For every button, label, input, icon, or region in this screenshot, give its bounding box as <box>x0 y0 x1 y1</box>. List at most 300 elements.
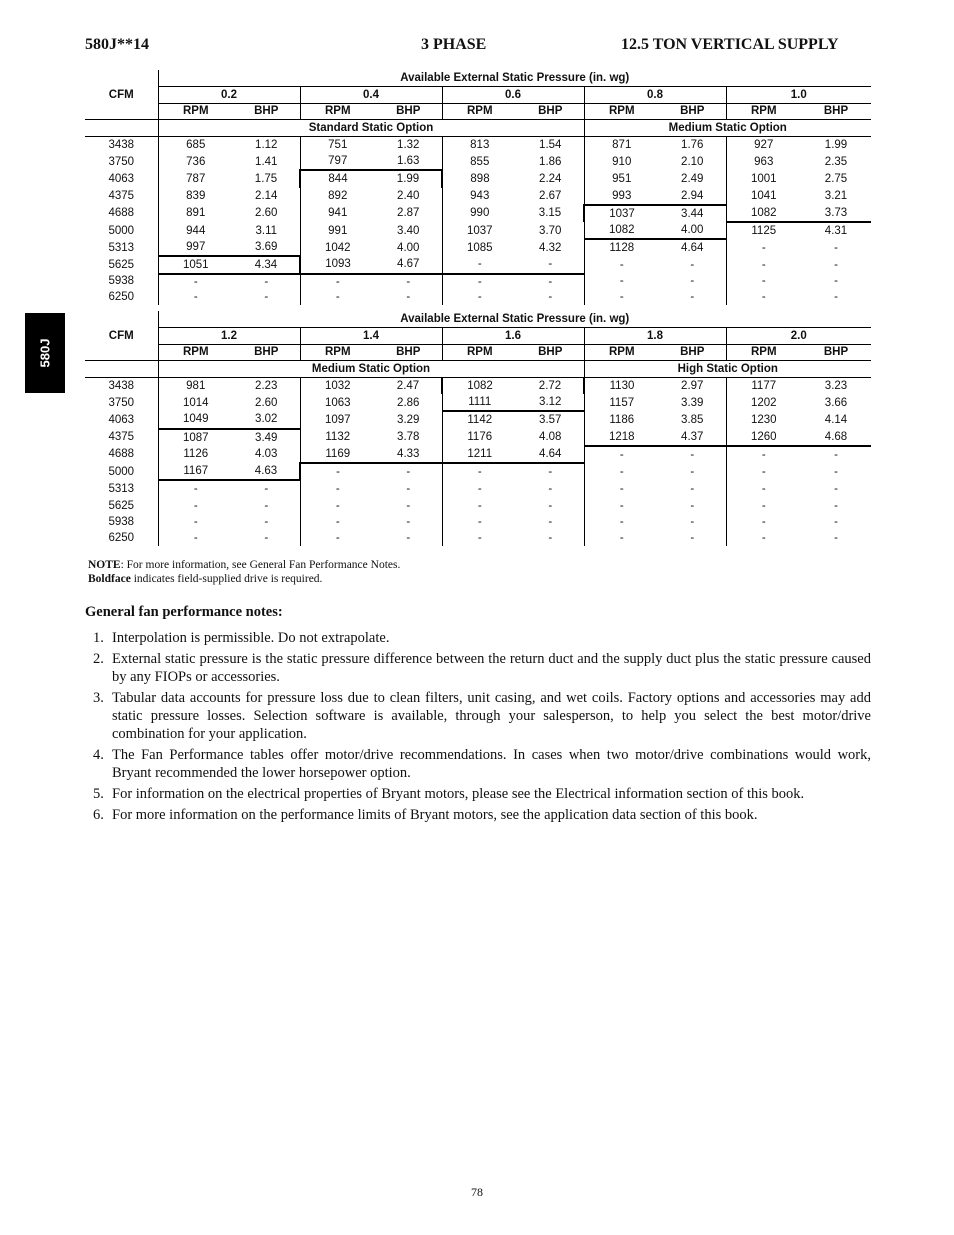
table-row <box>85 515 871 531</box>
bhp-value: - <box>517 463 584 480</box>
bhp-value: 4.34 <box>233 256 300 273</box>
option-label: Medium Static Option <box>584 120 871 137</box>
table-row <box>85 136 871 153</box>
rpm-value: 993 <box>584 188 659 205</box>
cfm-value: 3750 <box>85 153 158 170</box>
table-row <box>85 377 871 394</box>
rpm-value: - <box>193 290 198 303</box>
rpm-value: 1082 <box>442 377 517 394</box>
rpm-value: 941 <box>328 207 348 220</box>
rpm-value: 1169 <box>300 446 375 463</box>
rpm-value: 1087 <box>182 431 209 444</box>
note-label: NOTE <box>88 559 121 571</box>
bhp-value: - <box>659 530 726 546</box>
cfm-spacer <box>85 120 158 137</box>
rpm-value: - <box>193 483 198 496</box>
pressure-header: 1.2 <box>158 328 300 345</box>
bhp-value: - <box>659 480 726 497</box>
rpm-value: 839 <box>186 190 206 203</box>
page-header <box>85 36 871 56</box>
rpm-value: 871 <box>612 138 632 151</box>
cfm-value: 4688 <box>85 205 158 222</box>
rpm-value: - <box>619 465 624 478</box>
list-item: 4. The Fan Performance tables offer motor/drive recommendations. In cases when two motor/drive combinations would work, Bryant recommended the lower horsepower option. <box>93 747 871 781</box>
rpm-value: 951 <box>612 172 632 185</box>
rpm-value: 685 <box>186 138 206 151</box>
cfm-value: 4375 <box>85 188 158 205</box>
rpm-value: 1063 <box>324 396 351 409</box>
rpm-value: - <box>761 258 766 271</box>
list-item: 6. For more information on the performance limits of Bryant motors, see the application data section of this book. <box>93 807 758 823</box>
rpm-value: 963 <box>754 155 774 168</box>
rpm-value: - <box>335 499 340 512</box>
general-notes-list <box>85 629 871 827</box>
pressure-span-header: Available External Static Pressure (in. wg) <box>158 311 871 328</box>
bhp-value: - <box>233 497 300 514</box>
rpm-value: 1032 <box>324 379 351 392</box>
bhp-header: BHP <box>659 103 726 120</box>
pressure-header: 1.8 <box>584 328 726 345</box>
bhp-value: 2.47 <box>375 377 442 394</box>
fan-performance-table-1 <box>85 70 871 305</box>
rpm-header: RPM <box>442 103 517 120</box>
fan-performance-table-2 <box>85 311 871 546</box>
rpm-value: 1157 <box>609 396 635 409</box>
bhp-value: - <box>233 480 300 497</box>
bhp-value: 3.15 <box>517 205 584 222</box>
bhp-value: - <box>233 289 300 305</box>
rpm-value: 813 <box>470 138 490 151</box>
bhp-value: - <box>834 241 838 254</box>
bhp-value: 4.14 <box>824 413 848 426</box>
rpm-value: 787 <box>186 172 206 185</box>
rpm-value: - <box>193 531 198 544</box>
rpm-value: - <box>477 482 482 495</box>
table-row <box>85 274 871 290</box>
cfm-value: 5313 <box>85 480 158 497</box>
rpm-value: 1042 <box>324 241 351 254</box>
cfm-header: CFM <box>85 311 158 361</box>
bhp-value: - <box>834 258 838 271</box>
bhp-value: - <box>834 465 838 478</box>
bhp-value: 3.49 <box>233 429 300 446</box>
bhp-value: 2.35 <box>824 155 848 168</box>
rpm-value: 1218 <box>584 429 659 446</box>
bhp-value: 4.03 <box>233 446 300 463</box>
bhp-value: - <box>375 289 442 305</box>
rpm-value: 1230 <box>750 413 777 426</box>
bhp-value: - <box>517 480 584 497</box>
bhp-value: - <box>233 274 300 290</box>
rpm-value: - <box>336 466 340 479</box>
page-number: 78 <box>471 1185 483 1199</box>
rpm-value: - <box>193 275 198 288</box>
rpm-value: 1037 <box>584 205 659 222</box>
table-row <box>85 411 871 428</box>
list-item: 3. Tabular data accounts for pressure loss due to clean filters, unit casing, and wet coils. Factory options and accessories may add static pressure losses. Selection software is available, through your salesperson, to help you select the best motor/drive combination for your application. <box>93 690 871 742</box>
bhp-header: BHP <box>233 103 300 120</box>
bhp-value: 3.12 <box>517 394 584 411</box>
rpm-value: 1082 <box>584 222 659 239</box>
bhp-value: 2.72 <box>517 377 584 394</box>
rpm-value: - <box>477 499 482 512</box>
table-row <box>85 170 871 187</box>
bhp-value: - <box>375 274 442 290</box>
bhp-value: - <box>375 515 442 531</box>
rpm-value: - <box>335 531 340 544</box>
bhp-value: - <box>375 480 442 497</box>
bhp-value: - <box>517 289 584 305</box>
cfm-value: 4375 <box>85 429 158 446</box>
section-tab-label: 580J <box>37 338 53 368</box>
bhp-value: - <box>659 446 726 463</box>
bhp-header: BHP <box>233 344 300 361</box>
cfm-value: 6250 <box>85 530 158 546</box>
list-item-text: For information on the electrical properties of Bryant motors, please see the Electrical information section of this book. <box>112 786 805 802</box>
rpm-value: 1111 <box>442 394 517 411</box>
cfm-value: 5625 <box>85 256 158 273</box>
rpm-header: RPM <box>300 103 375 120</box>
pressure-header: 2.0 <box>790 329 807 342</box>
table-row <box>85 463 871 480</box>
rpm-value: 991 <box>328 224 348 237</box>
pressure-header: 1.6 <box>442 328 584 345</box>
cfm-value: 4688 <box>85 446 158 463</box>
rpm-value: - <box>477 466 482 479</box>
bhp-value: 4.63 <box>233 463 300 480</box>
general-notes-title: General fan performance notes: <box>85 604 283 620</box>
rpm-value: 1125 <box>751 225 777 238</box>
rpm-value: - <box>761 448 766 461</box>
rpm-value: - <box>761 241 766 254</box>
rpm-value: - <box>193 499 198 512</box>
bhp-value: 3.44 <box>659 205 726 222</box>
bhp-value: 3.78 <box>375 429 442 446</box>
model-number: 580J**14 <box>85 36 149 53</box>
bhp-value: 4.68 <box>801 429 871 446</box>
rpm-value: - <box>761 531 766 544</box>
bhp-value: - <box>659 256 726 273</box>
note-line <box>88 558 400 572</box>
rpm-value: 1260 <box>726 429 801 446</box>
bhp-value: 2.60 <box>233 394 300 411</box>
rpm-value: 1097 <box>324 413 351 426</box>
bhp-value: 4.67 <box>375 256 442 273</box>
table-row <box>85 239 871 256</box>
bhp-value: - <box>375 463 442 480</box>
bhp-header: BHP <box>801 103 871 120</box>
rpm-value: 944 <box>186 224 206 237</box>
pressure-header: 0.4 <box>300 87 442 104</box>
bhp-header: BHP <box>517 344 584 361</box>
cfm-value: 5000 <box>85 222 158 239</box>
table-row <box>85 205 871 222</box>
bhp-value: 2.75 <box>824 172 848 185</box>
table-body <box>85 136 871 305</box>
table-body <box>85 377 871 546</box>
rpm-value: 1126 <box>183 448 209 461</box>
list-item-text: For more information on the performance limits of Bryant motors, see the application data section of this book. <box>112 807 758 823</box>
rpm-value: 1014 <box>182 396 209 409</box>
rpm-value: 844 <box>300 170 375 187</box>
bhp-value: 4.08 <box>517 429 584 446</box>
boldface-label: Boldface <box>88 573 131 585</box>
bhp-value: - <box>659 463 726 480</box>
boldface-line <box>88 572 400 586</box>
rpm-header: RPM <box>726 344 801 361</box>
bhp-value: 2.60 <box>233 205 300 222</box>
bhp-value: - <box>517 274 584 290</box>
rpm-value: - <box>335 275 340 288</box>
rpm-value: 1001 <box>750 172 777 185</box>
rpm-value: - <box>619 275 624 288</box>
bhp-value: - <box>375 497 442 514</box>
bhp-value: - <box>834 482 838 495</box>
rpm-value: 943 <box>470 190 490 203</box>
phase-label: 3 PHASE <box>421 36 487 53</box>
rpm-value: 1142 <box>467 414 493 427</box>
rpm-value: - <box>761 499 766 512</box>
rpm-value: 1167 <box>158 463 233 480</box>
rpm-value: 1037 <box>466 224 493 237</box>
bhp-value: 2.86 <box>375 394 442 411</box>
rpm-value: - <box>761 275 766 288</box>
rpm-value: - <box>477 290 482 303</box>
pressure-header: 1.4 <box>300 328 442 345</box>
bhp-value: 3.66 <box>824 396 848 409</box>
bhp-value: - <box>659 515 726 531</box>
bhp-value: - <box>834 531 838 544</box>
bhp-value: - <box>517 515 584 531</box>
bhp-value: - <box>834 448 838 461</box>
rpm-value: - <box>619 516 624 529</box>
bhp-value: 3.85 <box>659 411 726 428</box>
bhp-header: BHP <box>375 344 442 361</box>
cfm-header: CFM <box>85 70 158 120</box>
rpm-value: 1130 <box>609 379 635 392</box>
rpm-header: RPM <box>300 344 375 361</box>
bhp-value: 3.23 <box>824 379 848 392</box>
unit-title: 12.5 TON VERTICAL SUPPLY <box>621 36 839 53</box>
pressure-header: 0.6 <box>442 87 584 104</box>
rpm-value: - <box>335 482 340 495</box>
bhp-value: 1.12 <box>233 136 300 153</box>
cfm-value: 6250 <box>85 289 158 305</box>
rpm-value: - <box>761 465 766 478</box>
bhp-header: BHP <box>517 103 584 120</box>
table-row <box>85 446 871 463</box>
table-row <box>85 394 871 411</box>
bhp-value: 1.63 <box>375 153 442 170</box>
cfm-value: 5000 <box>85 463 158 480</box>
bhp-value: - <box>834 499 838 512</box>
table-row <box>85 497 871 514</box>
rpm-value: 797 <box>300 153 375 170</box>
rpm-value: - <box>477 275 482 288</box>
bhp-value: 2.67 <box>517 188 584 205</box>
rpm-value: 997 <box>158 239 233 256</box>
bhp-value: 4.31 <box>824 225 848 238</box>
option-label: Medium Static Option <box>158 361 584 378</box>
bhp-value: 3.21 <box>824 190 848 203</box>
rpm-value: 990 <box>470 207 490 220</box>
list-item-text: The Fan Performance tables offer motor/drive recommendations. In cases when two motor/drive combinations would work, Bryant recommended the lower horsepower option. <box>112 747 871 781</box>
cfm-value: 5938 <box>85 515 158 531</box>
bhp-value: 1.32 <box>375 136 442 153</box>
bhp-header: BHP <box>375 103 442 120</box>
bhp-value: 2.10 <box>659 153 726 170</box>
bhp-value: 2.87 <box>375 205 442 222</box>
rpm-value: 736 <box>186 155 206 168</box>
bhp-value: 1.86 <box>517 153 584 170</box>
rpm-value: 1176 <box>467 431 493 444</box>
rpm-header: RPM <box>158 103 233 120</box>
rpm-value: 1128 <box>609 242 635 255</box>
pressure-header: 0.2 <box>158 87 300 104</box>
bhp-value: 1.75 <box>233 170 300 187</box>
rpm-value: 1186 <box>609 413 635 426</box>
cfm-value: 5938 <box>85 274 158 290</box>
pressure-header: 0.8 <box>584 87 726 104</box>
bhp-value: 2.49 <box>659 170 726 187</box>
bhp-value: 2.97 <box>659 377 726 394</box>
rpm-value: - <box>193 516 198 529</box>
bhp-value: 1.41 <box>233 153 300 170</box>
rpm-value: - <box>619 448 624 461</box>
rpm-value: - <box>619 258 624 271</box>
bhp-value: 2.23 <box>233 377 300 394</box>
rpm-header: RPM <box>442 344 517 361</box>
rpm-value: - <box>761 290 766 303</box>
rpm-header: RPM <box>584 103 659 120</box>
rpm-value: 1093 <box>300 256 375 273</box>
table-row <box>85 256 871 273</box>
cfm-value: 3750 <box>85 394 158 411</box>
boldface-text: indicates field-supplied drive is required. <box>130 573 323 585</box>
pressure-header: 1.0 <box>790 88 807 101</box>
bhp-value: 3.40 <box>375 222 442 239</box>
bhp-value: 3.70 <box>517 222 584 239</box>
bhp-value: - <box>834 290 838 303</box>
bhp-value: 3.57 <box>517 411 584 428</box>
cfm-value: 4063 <box>85 411 158 428</box>
rpm-value: 1082 <box>726 205 801 222</box>
cfm-spacer <box>85 361 158 378</box>
rpm-value: - <box>761 482 766 495</box>
bhp-value: - <box>375 530 442 546</box>
bhp-value: - <box>659 289 726 305</box>
bhp-value: 4.37 <box>659 429 726 446</box>
rpm-value: 1211 <box>442 446 517 463</box>
bhp-value: - <box>233 530 300 546</box>
rpm-value: 892 <box>328 190 348 203</box>
bhp-header: BHP <box>801 344 871 361</box>
option-label: Standard Static Option <box>158 120 584 137</box>
rpm-value: - <box>619 290 624 303</box>
bhp-header: BHP <box>659 344 726 361</box>
rpm-value: - <box>335 516 340 529</box>
pressure-span-header: Available External Static Pressure (in. wg) <box>158 70 871 87</box>
table-row <box>85 222 871 239</box>
bhp-value: 2.14 <box>233 188 300 205</box>
table-row <box>85 289 871 305</box>
list-item: 2. External static pressure is the static pressure difference between the return duct and the supply duct plus the static pressure caused by any FIOPs or accessories. <box>93 651 871 685</box>
table-row <box>85 153 871 170</box>
bhp-value: 1.99 <box>824 138 848 151</box>
bhp-value: 3.29 <box>375 411 442 428</box>
bhp-value: 2.40 <box>375 188 442 205</box>
table-row <box>85 429 871 446</box>
rpm-value: - <box>619 531 624 544</box>
rpm-value: 855 <box>470 155 490 168</box>
bhp-value: - <box>659 274 726 290</box>
bhp-value: - <box>659 497 726 514</box>
bhp-value: 4.64 <box>659 239 726 256</box>
rpm-value: 927 <box>754 138 774 151</box>
rpm-value: 891 <box>186 207 206 220</box>
cfm-value: 3438 <box>85 136 158 153</box>
list-item: 1. Interpolation is permissible. Do not extrapolate. <box>93 630 390 646</box>
rpm-value: 1177 <box>751 379 777 392</box>
rpm-header: RPM <box>584 344 659 361</box>
bhp-value: 3.02 <box>233 411 300 428</box>
bhp-value: - <box>517 497 584 514</box>
bhp-value: 3.11 <box>233 222 300 239</box>
list-item-text: Interpolation is permissible. Do not extrapolate. <box>112 630 390 646</box>
rpm-value: - <box>761 516 766 529</box>
rpm-value: 1132 <box>325 431 351 444</box>
rpm-value: - <box>619 499 624 512</box>
bhp-value: 2.24 <box>517 170 584 187</box>
bhp-value: 1.99 <box>375 170 442 187</box>
rpm-value: 751 <box>328 138 348 151</box>
table-row <box>85 530 871 546</box>
list-item-text: Tabular data accounts for pressure loss due to clean filters, unit casing, and wet coils. Factory options and accessories may add static pressure losses. Selection software is available, through your salesperson, to help you select the best motor/drive combination for your application. <box>112 690 871 742</box>
cfm-value: 5313 <box>85 239 158 256</box>
bhp-value: - <box>517 530 584 546</box>
rpm-value: 1085 <box>466 241 493 254</box>
rpm-header: RPM <box>158 344 233 361</box>
rpm-value: 898 <box>470 172 490 185</box>
cfm-value: 4063 <box>85 170 158 187</box>
bhp-value: 1.76 <box>659 136 726 153</box>
note-text: : For more information, see General Fan Performance Notes. <box>120 559 401 571</box>
rpm-value: - <box>477 531 482 544</box>
rpm-header: RPM <box>726 103 801 120</box>
bhp-value: 2.94 <box>659 188 726 205</box>
rpm-value: - <box>335 290 340 303</box>
bhp-value: - <box>834 275 838 288</box>
rpm-value: - <box>619 482 624 495</box>
bhp-value: 4.32 <box>517 239 584 256</box>
rpm-value: 981 <box>186 379 206 392</box>
bhp-value: - <box>233 515 300 531</box>
table-row <box>85 480 871 497</box>
bhp-value: 3.39 <box>659 394 726 411</box>
bhp-value: 4.64 <box>517 446 584 463</box>
cfm-value: 3438 <box>85 377 158 394</box>
rpm-value: 1051 <box>158 256 233 273</box>
bhp-value: 4.33 <box>375 446 442 463</box>
cfm-value: 5625 <box>85 497 158 514</box>
bhp-value: - <box>517 256 584 273</box>
option-label: High Static Option <box>584 361 871 378</box>
bhp-value: 1.54 <box>517 136 584 153</box>
rpm-value: 910 <box>612 155 632 168</box>
section-tab <box>25 313 65 393</box>
list-item: 5. For information on the electrical properties of Bryant motors, please see the Electrical information section of this book. <box>93 786 805 802</box>
rpm-value: 1202 <box>750 396 777 409</box>
